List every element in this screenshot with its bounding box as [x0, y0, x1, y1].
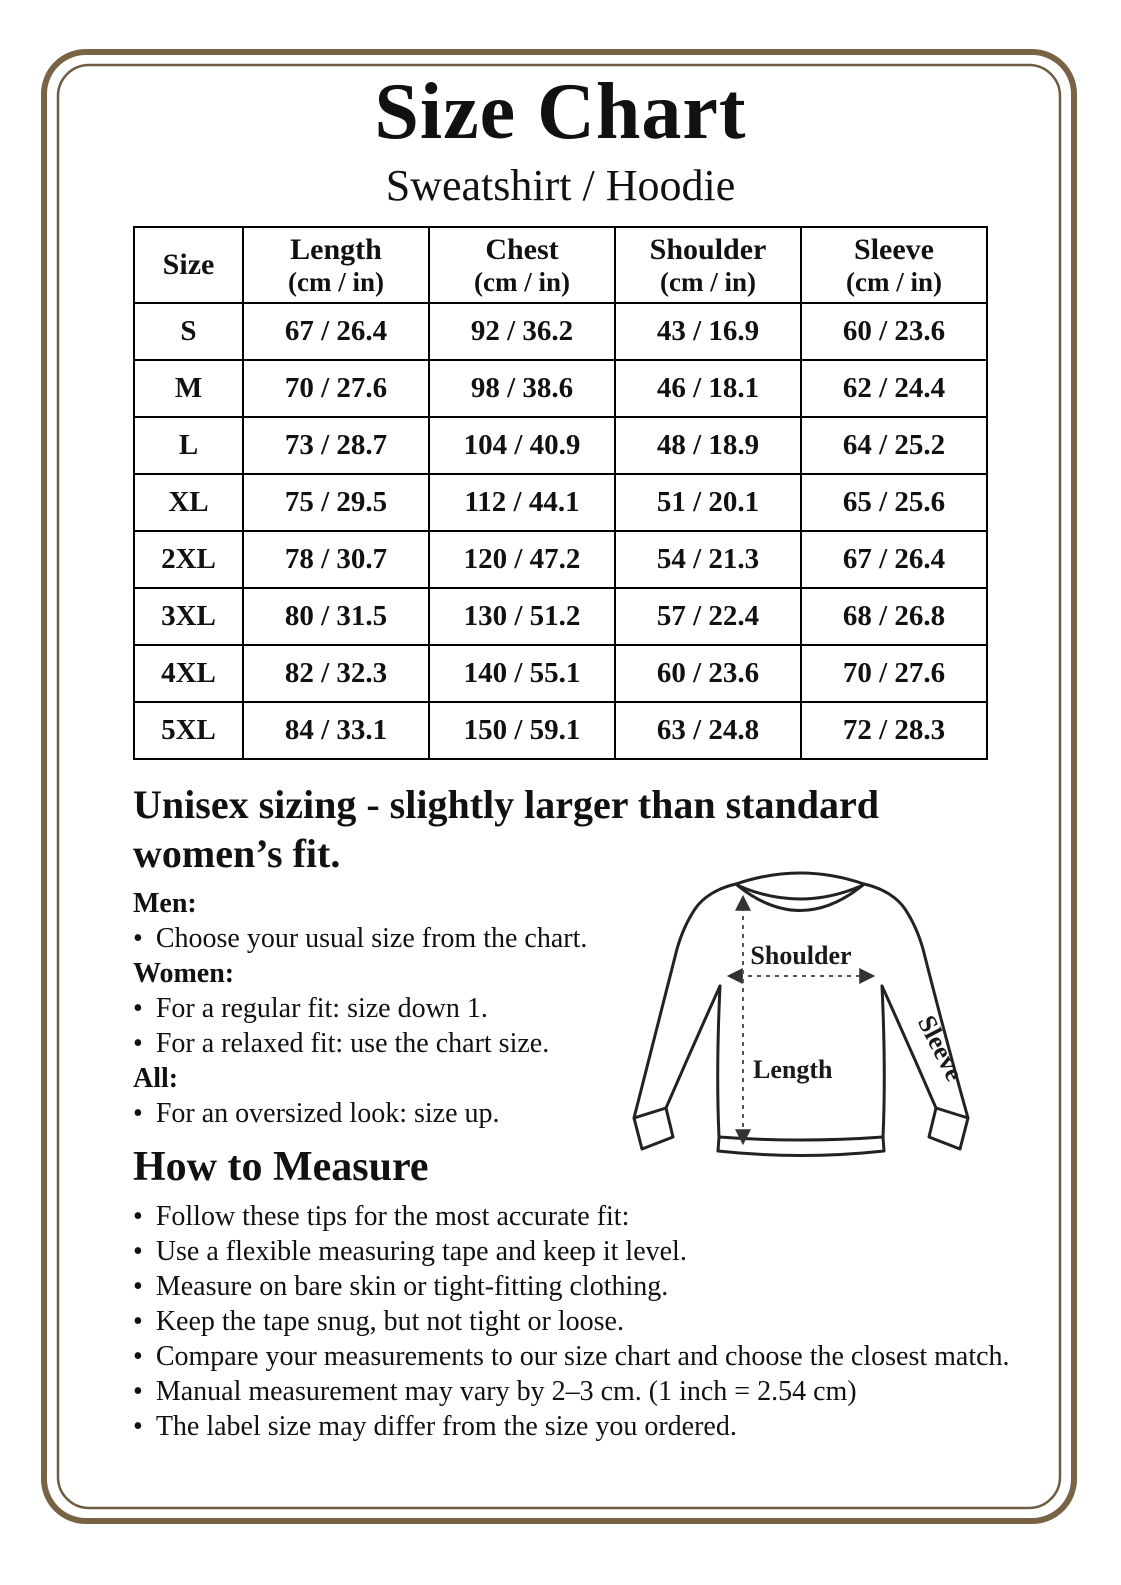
size-cell: 3XL — [134, 588, 243, 645]
table-row — [134, 474, 987, 531]
length-label: Length — [753, 1055, 833, 1084]
shoulder-cell: 43 / 16.9 — [615, 303, 801, 360]
chest-cell: 112 / 44.1 — [429, 474, 615, 531]
sleeve-cell: 64 / 25.2 — [801, 417, 987, 474]
sleeve-cell: 62 / 24.4 — [801, 360, 987, 417]
chest-cell: 140 / 55.1 — [429, 645, 615, 702]
men-label: Men: — [133, 888, 197, 919]
sleeve-cell: 65 / 25.6 — [801, 474, 987, 531]
page-title: Size Chart — [374, 68, 747, 156]
chest-cell: 130 / 51.2 — [429, 588, 615, 645]
header-size: Size — [134, 227, 243, 303]
sleeve-cell: 72 / 28.3 — [801, 702, 987, 759]
sweatshirt-outline-icon — [634, 873, 968, 1156]
length-cell: 75 / 29.5 — [243, 474, 429, 531]
length-cell: 80 / 31.5 — [243, 588, 429, 645]
chest-cell: 98 / 38.6 — [429, 360, 615, 417]
length-cell: 84 / 33.1 — [243, 702, 429, 759]
size-cell: S — [134, 303, 243, 360]
chest-cell: 150 / 59.1 — [429, 702, 615, 759]
size-cell: 5XL — [134, 702, 243, 759]
table-row — [134, 417, 987, 474]
table-row — [134, 303, 987, 360]
measure-tip: • Keep the tape snug, but not tight or loose. — [133, 1304, 1043, 1339]
men-bullet: • Choose your usual size from the chart. — [133, 921, 1043, 956]
women-bullet: • For a relaxed fit: use the chart size. — [133, 1026, 1043, 1061]
shoulder-cell: 48 / 18.9 — [615, 417, 801, 474]
size-cell: 4XL — [134, 645, 243, 702]
sweatshirt-diagram — [600, 856, 1000, 1201]
measurement-lines — [730, 898, 872, 1142]
sleeve-cell: 67 / 26.4 — [801, 531, 987, 588]
shoulder-cell: 63 / 24.8 — [615, 702, 801, 759]
measure-tip: • Measure on bare skin or tight-fitting clothing. — [133, 1269, 1043, 1304]
size-cell: L — [134, 417, 243, 474]
measure-tip: • Compare your measurements to our size chart and choose the closest match. — [133, 1339, 1043, 1374]
table-header-row — [134, 227, 987, 303]
header-sleeve: Sleeve (cm / in) — [801, 227, 987, 303]
how-to-measure-heading: How to Measure — [133, 1144, 429, 1190]
header-length: Length (cm / in) — [243, 227, 429, 303]
length-cell: 78 / 30.7 — [243, 531, 429, 588]
women-label: Women: — [133, 958, 235, 989]
shoulder-cell: 51 / 20.1 — [615, 474, 801, 531]
all-bullet: • For an oversized look: size up. — [133, 1096, 1043, 1131]
measure-tip: • Manual measurement may vary by 2–3 cm. (1 inch = 2.54 cm) — [133, 1374, 1043, 1409]
table-row — [134, 531, 987, 588]
table-row — [134, 360, 987, 417]
header-chest: Chest (cm / in) — [429, 227, 615, 303]
table-row — [134, 702, 987, 759]
table-row — [134, 645, 987, 702]
size-cell: 2XL — [134, 531, 243, 588]
shoulder-cell: 54 / 21.3 — [615, 531, 801, 588]
measure-tip: • Follow these tips for the most accurate fit: — [133, 1199, 1043, 1234]
length-cell: 70 / 27.6 — [243, 360, 429, 417]
women-bullet: • For a regular fit: size down 1. — [133, 991, 1043, 1026]
shoulder-label: Shoulder — [750, 941, 852, 970]
sleeve-cell: 70 / 27.6 — [801, 645, 987, 702]
size-cell: M — [134, 360, 243, 417]
shoulder-cell: 60 / 23.6 — [615, 645, 801, 702]
header — [0, 66, 1121, 212]
header-shoulder: Shoulder (cm / in) — [615, 227, 801, 303]
measure-tip: • Use a flexible measuring tape and keep it level. — [133, 1234, 1043, 1269]
page-subtitle: Sweatshirt / Hoodie — [385, 161, 736, 210]
all-label: All: — [133, 1063, 179, 1094]
sleeve-cell: 60 / 23.6 — [801, 303, 987, 360]
size-cell: XL — [134, 474, 243, 531]
size-table — [133, 226, 988, 760]
measure-tip: • The label size may differ from the size you ordered. — [133, 1409, 1043, 1444]
table-row — [134, 588, 987, 645]
chest-cell: 120 / 47.2 — [429, 531, 615, 588]
length-cell: 82 / 32.3 — [243, 645, 429, 702]
length-cell: 67 / 26.4 — [243, 303, 429, 360]
chest-cell: 104 / 40.9 — [429, 417, 615, 474]
sleeve-label: Sleeve — [911, 1010, 970, 1086]
sleeve-cell: 68 / 26.8 — [801, 588, 987, 645]
shoulder-cell: 57 / 22.4 — [615, 588, 801, 645]
length-cell: 73 / 28.7 — [243, 417, 429, 474]
chest-cell: 92 / 36.2 — [429, 303, 615, 360]
shoulder-cell: 46 / 18.1 — [615, 360, 801, 417]
unisex-sizing-heading: Unisex sizing - slightly larger than standard women’s fit. — [133, 782, 879, 876]
